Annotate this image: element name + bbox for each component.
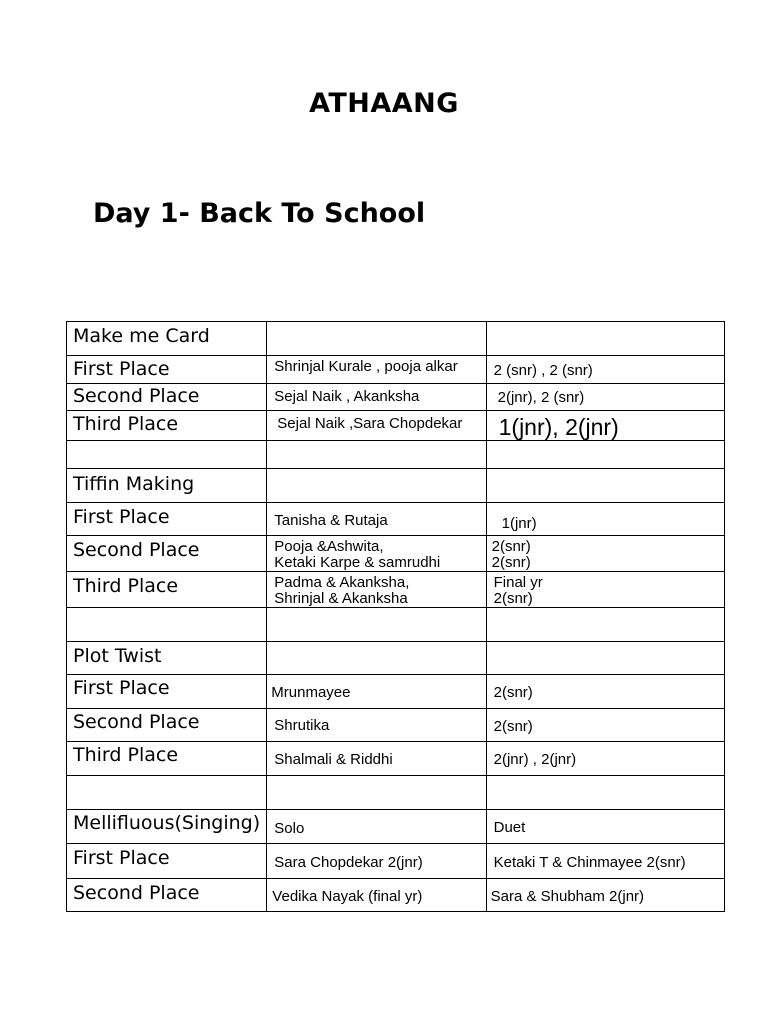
table-row	[67, 572, 725, 608]
cell-value: 2(snr)	[493, 684, 533, 701]
row-label: Third Place	[73, 575, 179, 597]
winner-cell	[267, 642, 486, 675]
event-name-cell	[67, 642, 267, 675]
place-cell	[67, 844, 267, 879]
place-cell	[67, 503, 267, 536]
year-cell	[486, 411, 724, 441]
row-label: Second Place	[73, 711, 200, 733]
row-label	[67, 608, 266, 610]
table-row	[67, 411, 725, 441]
row-label: Make me Card	[73, 325, 210, 347]
winner-cell	[267, 356, 486, 384]
place-cell	[67, 709, 267, 742]
table-row	[67, 709, 725, 742]
cell-value: Mrunmayee	[271, 684, 351, 701]
row-label: First Place	[73, 847, 170, 869]
place-cell	[67, 742, 267, 776]
year-cell	[486, 742, 724, 776]
winner-cell	[267, 572, 486, 608]
blank-cell	[267, 776, 486, 810]
cell-value: 2(jnr) , 2(jnr)	[493, 751, 577, 768]
blank-cell	[67, 608, 267, 642]
winner-cell	[267, 844, 486, 879]
table-row	[67, 675, 725, 709]
winner-cell	[267, 675, 486, 709]
cell-value: Solo	[274, 820, 305, 837]
table-row	[67, 322, 725, 356]
place-cell	[67, 675, 267, 709]
cell-value: 1(jnr), 2(jnr)	[498, 414, 619, 440]
blank-cell	[267, 441, 486, 469]
cell-value: Shrutika	[274, 717, 330, 734]
place-cell	[67, 411, 267, 441]
winner-cell	[267, 503, 486, 536]
table-row	[67, 503, 725, 536]
cell-value: Padma & Akanksha, Shrinjal & Akanksha	[274, 574, 410, 607]
place-cell	[67, 536, 267, 572]
cell-value: Pooja &Ashwita, Ketaki Karpe & samrudhi	[274, 538, 441, 571]
cell-value: Tanisha & Rutaja	[274, 512, 388, 529]
row-label: Plot Twist	[73, 645, 162, 667]
cell-value: Final yr 2(snr)	[493, 574, 543, 607]
table-row	[67, 844, 725, 879]
cell-value: 2(snr) 2(snr)	[491, 538, 531, 571]
row-label	[67, 441, 266, 443]
winner-cell	[267, 709, 486, 742]
table-row	[67, 776, 725, 810]
row-label: Tiffin Making	[73, 473, 195, 495]
cell-value: 2(jnr), 2 (snr)	[497, 389, 585, 406]
row-label: Second Place	[73, 385, 200, 407]
results-table	[66, 321, 725, 912]
cell-value: Ketaki T & Chinmayee 2(snr)	[493, 854, 686, 871]
category-cell	[486, 810, 724, 844]
year-cell	[486, 675, 724, 709]
cell-value: Vedika Nayak (final yr)	[272, 888, 423, 905]
cell-value: Sejal Naik , Akanksha	[274, 388, 420, 405]
cell-value: Sara Chopdekar 2(jnr)	[274, 854, 423, 871]
cell-value: Duet	[493, 819, 526, 836]
table-row	[67, 742, 725, 776]
cell-value: Shalmali & Riddhi	[274, 751, 393, 768]
document-title: ATHAANG	[309, 88, 459, 119]
winner-cell	[267, 742, 486, 776]
winner-cell	[486, 879, 724, 912]
row-label: Second Place	[73, 539, 200, 561]
table-row	[67, 642, 725, 675]
winner-cell	[267, 536, 486, 572]
row-label: First Place	[73, 506, 170, 528]
row-label: Mellifluous(Singing)	[73, 812, 261, 834]
category-cell	[267, 810, 486, 844]
year-cell	[486, 642, 724, 675]
table-row	[67, 469, 725, 503]
place-cell	[67, 356, 267, 384]
row-label: Third Place	[73, 413, 179, 435]
event-name-cell	[67, 469, 267, 503]
cell-value: 2(snr)	[493, 718, 533, 735]
table-row	[67, 441, 725, 469]
row-label: First Place	[73, 358, 170, 380]
winner-cell	[486, 844, 724, 879]
cell-value: 2 (snr) , 2 (snr)	[493, 362, 593, 379]
table-row	[67, 356, 725, 384]
blank-cell	[267, 608, 486, 642]
cell-value: Sejal Naik ,Sara Chopdekar	[277, 415, 463, 432]
year-cell	[486, 503, 724, 536]
event-name-cell	[67, 810, 267, 844]
table-row	[67, 536, 725, 572]
year-cell	[486, 572, 724, 608]
table-row	[67, 384, 725, 411]
blank-cell	[67, 441, 267, 469]
year-cell	[486, 384, 724, 411]
table-row	[67, 608, 725, 642]
blank-cell	[67, 776, 267, 810]
winner-cell	[267, 411, 486, 441]
year-cell	[486, 469, 724, 503]
year-cell	[486, 536, 724, 572]
place-cell	[67, 879, 267, 912]
row-label: First Place	[73, 677, 170, 699]
event-name-cell	[67, 322, 267, 356]
row-label: Third Place	[73, 744, 179, 766]
winner-cell	[267, 469, 486, 503]
blank-cell	[486, 441, 724, 469]
day-heading: Day 1- Back To School	[93, 198, 426, 229]
table-row	[67, 879, 725, 912]
year-cell	[486, 322, 724, 356]
row-label	[67, 776, 266, 778]
row-label: Second Place	[73, 882, 200, 904]
place-cell	[67, 572, 267, 608]
blank-cell	[486, 608, 724, 642]
winner-cell	[267, 322, 486, 356]
table-row	[67, 810, 725, 844]
cell-value: 1(jnr)	[501, 515, 537, 532]
winner-cell	[267, 384, 486, 411]
blank-cell	[486, 776, 724, 810]
place-cell	[67, 384, 267, 411]
winner-cell	[267, 879, 486, 912]
cell-value: Shrinjal Kurale , pooja alkar	[274, 358, 458, 375]
cell-value: Sara & Shubham 2(jnr)	[490, 888, 645, 905]
year-cell	[486, 356, 724, 384]
year-cell	[486, 709, 724, 742]
